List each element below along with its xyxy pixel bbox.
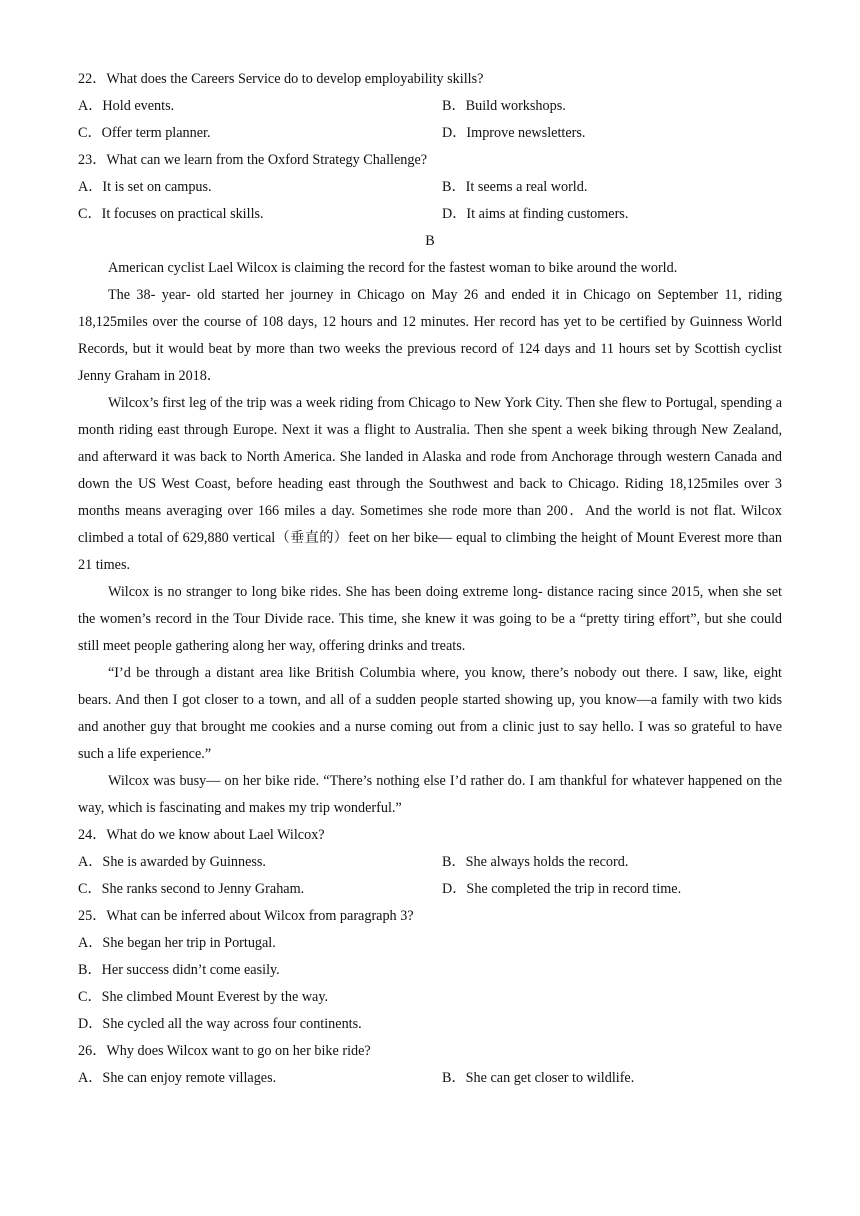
option-d: D．Improve newsletters. — [442, 125, 586, 141]
options-row — [78, 201, 782, 228]
question-23: 23．What can we learn from the Oxford Strategy Challenge? — [78, 152, 428, 168]
option-a: A．She can enjoy remote villages. — [78, 1070, 277, 1086]
option-b: B．It seems a real world. — [442, 179, 588, 195]
options-row — [78, 93, 782, 120]
option-c: C．It focuses on practical skills. — [78, 206, 264, 222]
options-row — [78, 876, 782, 903]
passage-paragraph-5: “I’d be through a distant area like British Columbia where, you know, there’s nobody out there. I saw, like, eight bears. And then I got closer to a town, and all of a sudden people started showing up, you know—a family with two kids and another guy that brought me cookies and a nurse coming out from a clinic just to say hello. I was so grateful to have such a life experience.” — [78, 665, 782, 762]
option-a: A．It is set on campus. — [78, 179, 212, 195]
option-d: D．She completed the trip in record time. — [442, 881, 682, 897]
options-row — [78, 849, 782, 876]
option-a: A．Hold events. — [78, 98, 175, 114]
passage-paragraph-3: Wilcox’s first leg of the trip was a week riding from Chicago to New York City. Then she flew to Portugal, spending a month riding east through Europe. Next it was a flight to Australia. Then she spent a week biking through New Zealand, and afterward it was back to North America. She landed in Alaska and rode from Anchorage through western Canada and down the US West Coast, before heading east through the Southwest and back to Chicago. Riding 18,125miles over 3 months means averaging over 166 miles a day. Sometimes she rode more than 200．And the world is not flat. Wilcox climbed a total of 629,880 vertical（垂直的）feet on her bike— equal to climbing the height of Mount Everest more than 21 times. — [78, 395, 782, 573]
options-row — [78, 174, 782, 201]
passage-paragraph-6: Wilcox was busy— on her bike ride. “There’s nothing else I’d rather do. I am thankful for whatever happened on the way, which is fascinating and makes my trip wonderful.” — [78, 773, 782, 816]
option-b: B．She always holds the record. — [442, 854, 629, 870]
question-25: 25．What can be inferred about Wilcox from paragraph 3? — [78, 908, 414, 924]
options-row — [78, 1065, 782, 1092]
section-label: B — [425, 233, 435, 249]
option-c: C．She climbed Mount Everest by the way. — [78, 989, 329, 1005]
question-22: 22．What does the Careers Service do to develop employability skills? — [78, 71, 484, 87]
option-b: B．Her success didn’t come easily. — [78, 962, 280, 978]
passage-paragraph-4: Wilcox is no stranger to long bike rides. She has been doing extreme long- distance racing since 2015, when she set the women’s record in the Tour Divide race. This time, she knew it was going to be a “pretty tiring effort”, but she could still meet people gathering along her way, offering drinks and treats. — [78, 584, 782, 654]
option-a: A．She began her trip in Portugal. — [78, 935, 276, 951]
option-c: C．Offer term planner. — [78, 125, 211, 141]
passage-paragraph-2: The 38- year- old started her journey in Chicago on May 26 and ended it in Chicago on September 11, riding 18,125miles over the course of 108 days, 12 hours and 12 minutes. Her record has yet to be certified by Guinness World Records, but it would beat by more than two weeks the previous record of 124 days and 11 hours set by Scottish cyclist Jenny Graham in 2018． — [78, 287, 782, 384]
option-d: D．She cycled all the way across four continents. — [78, 1016, 362, 1032]
option-a: A．She is awarded by Guinness. — [78, 854, 266, 870]
option-b: B．She can get closer to wildlife. — [442, 1070, 635, 1086]
option-b: B．Build workshops. — [442, 98, 566, 114]
page-content — [78, 66, 782, 1092]
question-24: 24．What do we know about Lael Wilcox? — [78, 827, 325, 843]
question-26: 26．Why does Wilcox want to go on her bike ride? — [78, 1043, 371, 1059]
passage-paragraph-1: American cyclist Lael Wilcox is claiming the record for the fastest woman to bike around the world. — [108, 260, 678, 276]
option-c: C．She ranks second to Jenny Graham. — [78, 881, 305, 897]
option-d: D．It aims at finding customers. — [442, 206, 629, 222]
options-row — [78, 120, 782, 147]
